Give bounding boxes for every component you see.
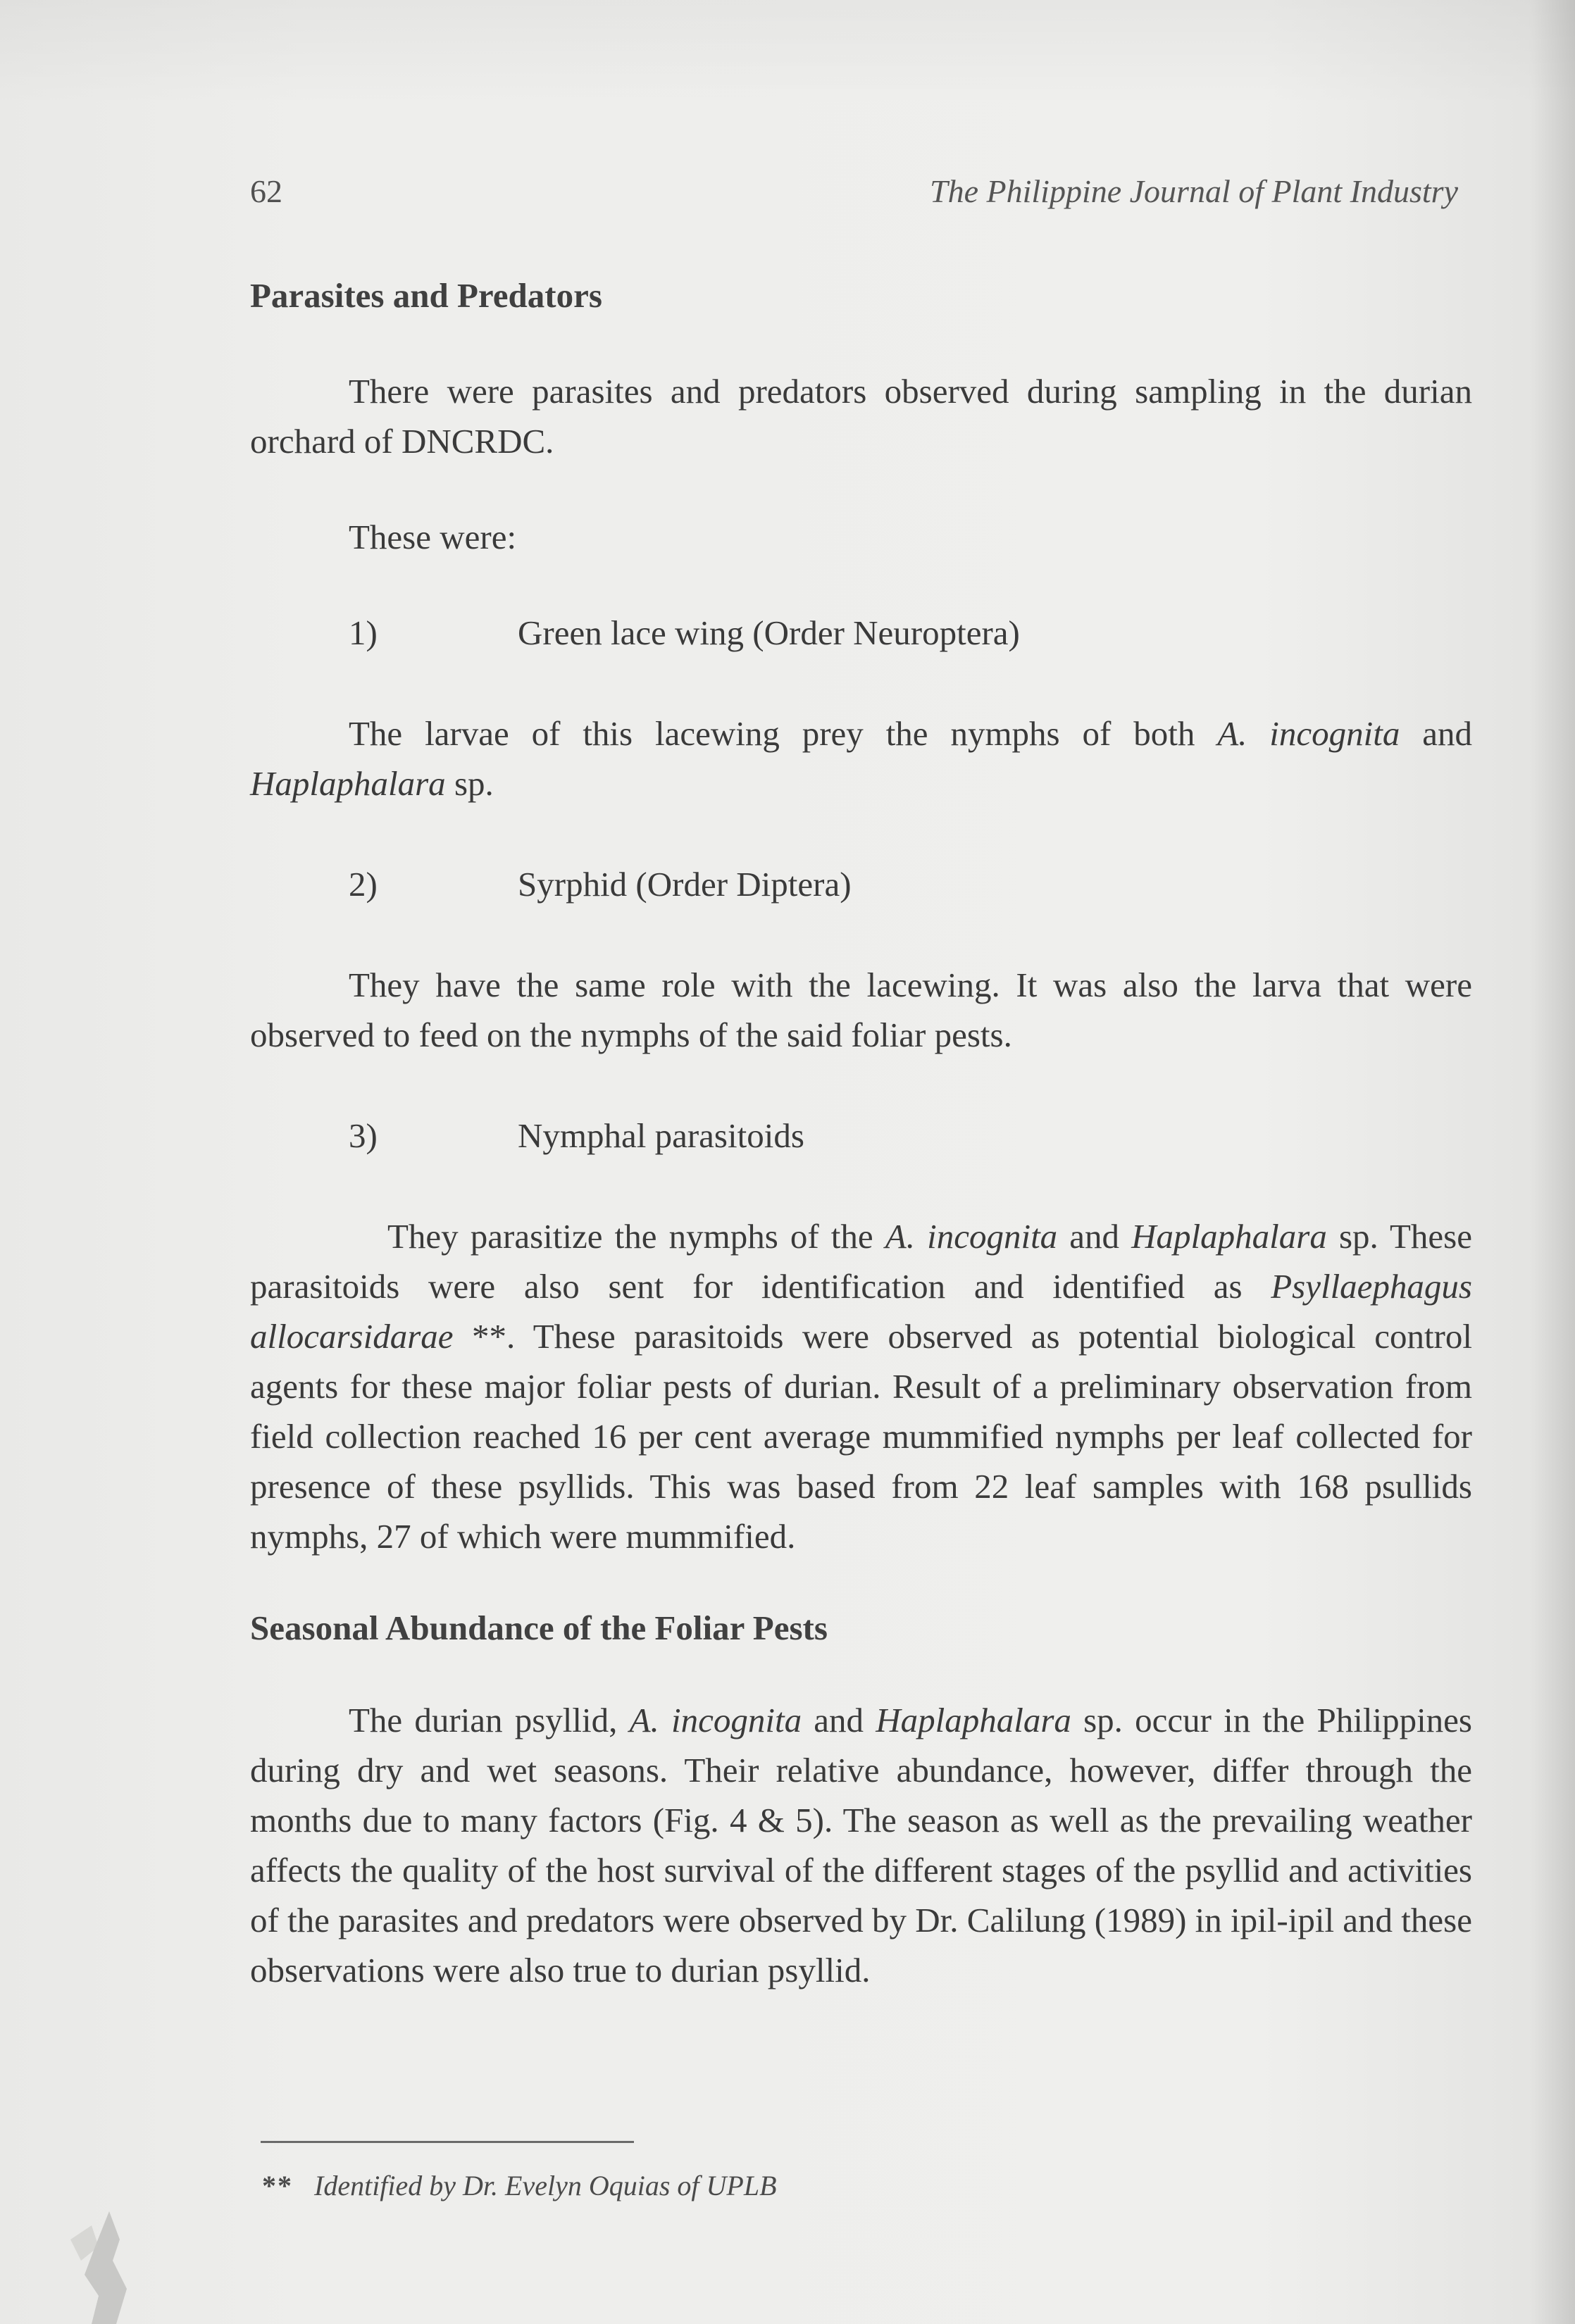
footnote-text: Identified by Dr. Evelyn Oquias of UPLB [314, 2170, 777, 2201]
seasonal-paragraph: The durian psyllid, A. incognita and Haplaphalara sp. occur in the Philippines during dry and wet seasons. Their relative abundance, however, differ through the months due to many factors (Fig. 4 & 5). The season as well as the prevailing weather affects the quality of the host survival of the different stages of the psyllid and activities of the parasites and predators were observed by Dr. Calilung (1989) in ipil-ipil and these observations were also true to durian psyllid. [250, 1701, 1472, 1989]
scan-artifact-icon [42, 2197, 148, 2324]
item-description: The larvae of this lacewing prey the nymphs of both A. incognita and Haplaphalara sp. [250, 714, 1472, 803]
list-item [250, 608, 1472, 658]
item-number: 3) [349, 1116, 378, 1155]
top-shadow [0, 0, 1575, 106]
item-description: They have the same role with the lacewing. It was also the larva that were observed to feed on the nymphs of the said foliar pests. [250, 966, 1472, 1054]
section-heading-seasonal: Seasonal Abundance of the Foliar Pests [250, 1608, 828, 1647]
section-heading-parasites: Parasites and Predators [250, 276, 602, 315]
footnote-divider [261, 2141, 634, 2143]
item-title: Syrphid (Order Diptera) [518, 865, 852, 904]
journal-title: The Philippine Journal of Plant Industry [930, 173, 1458, 209]
footnote-mark: ** [262, 2170, 293, 2201]
right-edge-shadow [1533, 0, 1575, 2324]
page-header [250, 173, 1458, 229]
footnote [262, 2169, 777, 2202]
page-number: 62 [250, 173, 282, 209]
page-body [250, 271, 1472, 1995]
intro-paragraph: There were parasites and predators observed during sampling in the durian orchard of DNCRDC. [250, 372, 1472, 461]
these-were-label: These were: [349, 518, 517, 556]
item-title: Green lace wing (Order Neuroptera) [518, 613, 1020, 652]
list-item [250, 1111, 1472, 1161]
item-description: They parasitize the nymphs of the A. incognita and Haplaphalara sp. These parasitoids were also sent for identification and identified as Psyllaephagus allocarsidarae **. These parasitoids were observed as potential biological control agents for these major foliar pests of durian. Result of a preliminary observation from field collection reached 16 per cent average mummified nymphs per leaf collected for presence of these psyllids. This was based from 22 leaf samples with 168 psullids nymphs, 27 of which were mummified. [250, 1217, 1472, 1556]
list-item [250, 859, 1472, 909]
item-number: 2) [349, 865, 378, 904]
item-number: 1) [349, 613, 378, 652]
item-title: Nymphal parasitoids [518, 1116, 804, 1155]
